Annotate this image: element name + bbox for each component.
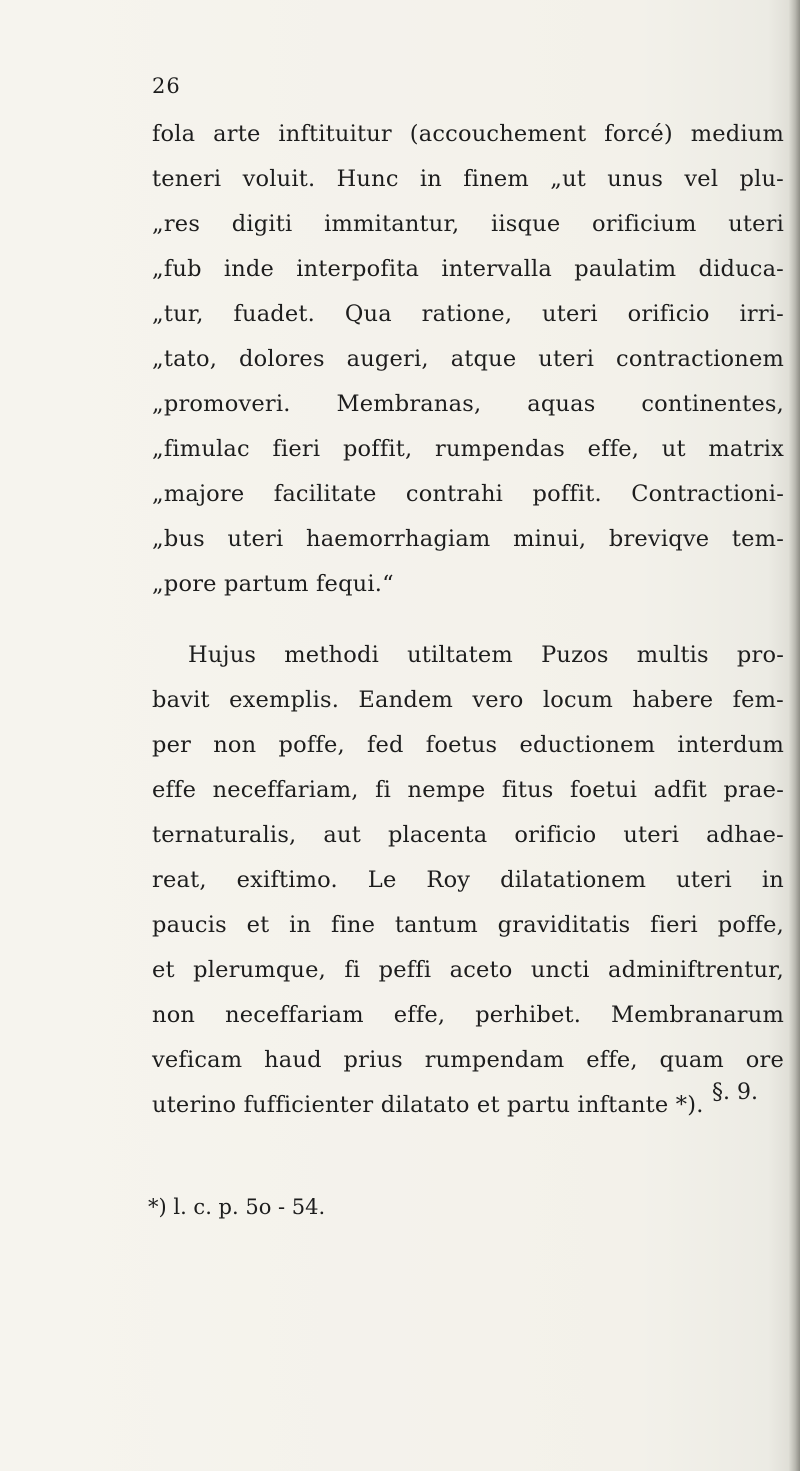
- text-line: fola arte inftituitur (accouchement forcé) medium: [152, 121, 784, 147]
- text-line: effe neceffariam, fi nempe fitus foetui adfit prae-: [152, 777, 784, 803]
- text-line: „fub inde interpofita intervalla paulatim diduca-: [152, 256, 784, 282]
- text-line: uterino fufficienter dilatato et partu inftante *).: [152, 1092, 704, 1118]
- text-line: „pore partum fequi.“: [152, 571, 394, 597]
- body-text: [152, 112, 784, 1128]
- text-line: bavit exemplis. Eandem vero locum habere fem-: [152, 687, 784, 713]
- text-line: „bus uteri haemorrhagiam minui, breviqve tem-: [152, 526, 784, 552]
- text-line: „res digiti immitantur, iisque orificium uteri: [152, 211, 784, 237]
- text-line: „tur, fuadet. Qua ratione, uteri orificio irri-: [152, 301, 784, 327]
- text-line: „fimulac fieri poffit, rumpendas effe, ut matrix: [152, 436, 784, 462]
- footnote: *) l. c. p. 5o - 54.: [148, 1195, 326, 1219]
- text-line: reat, exiftimo. Le Roy dilatationem uteri in: [152, 867, 784, 893]
- text-line: teneri voluit. Hunc in finem „ut unus vel plu-: [152, 166, 784, 192]
- paragraph-1: [152, 112, 784, 607]
- text-line: paucis et in fine tantum graviditatis fieri poffe,: [152, 912, 784, 938]
- paragraph-2: [152, 633, 784, 1128]
- text-line: per non poffe, fed foetus eductionem interdum: [152, 732, 784, 758]
- section-heading: §. 9.: [712, 1080, 758, 1105]
- text-line: „tato, dolores augeri, atque uteri contractionem: [152, 346, 784, 372]
- text-line: ternaturalis, aut placenta orificio uteri adhae-: [152, 822, 784, 848]
- text-line: „majore facilitate contrahi poffit. Contractioni-: [152, 481, 784, 507]
- text-line: „promoveri. Membranas, aquas continentes,: [152, 391, 784, 417]
- page-number: 26: [152, 74, 181, 98]
- text-line: veficam haud prius rumpendam effe, quam ore: [152, 1047, 784, 1073]
- page-edge-shadow: [788, 0, 800, 1471]
- paragraph-gap: [152, 607, 784, 633]
- text-line: Hujus methodi utiltatem Puzos multis pro-: [188, 642, 784, 668]
- text-line: et plerumque, fi peffi aceto uncti adminiftrentur,: [152, 957, 784, 983]
- text-line: non neceffariam effe, perhibet. Membranarum: [152, 1002, 784, 1028]
